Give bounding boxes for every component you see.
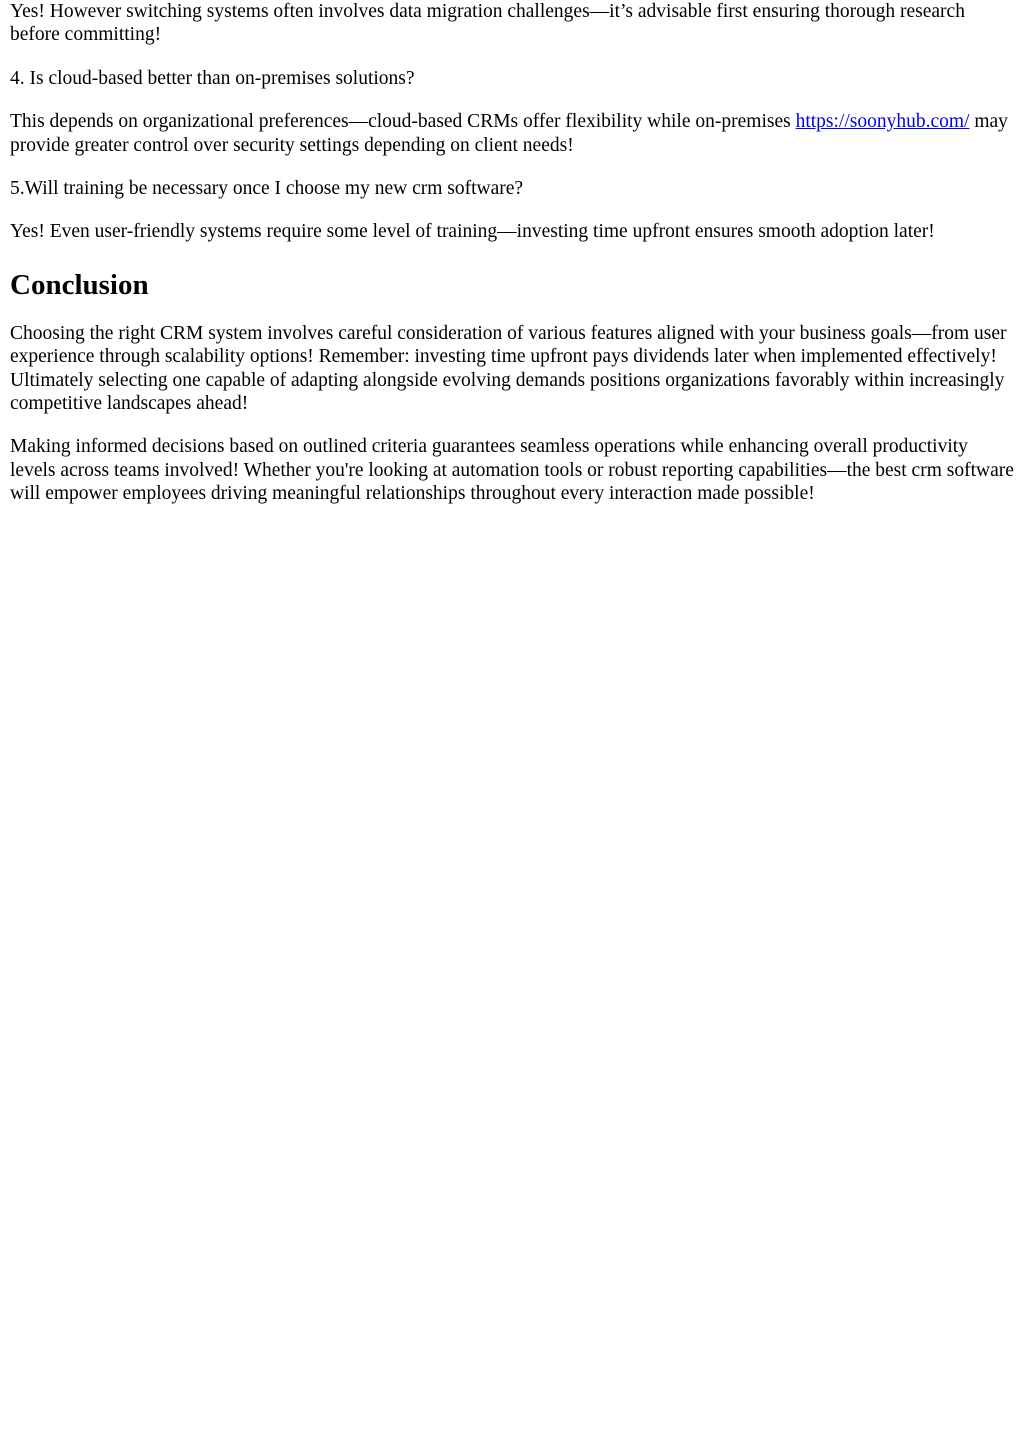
- faq-question-4: 4. Is cloud-based better than on-premises solutions?: [10, 67, 415, 89]
- faq-answer-4: [10, 110, 1014, 157]
- soonyhub-link[interactable]: https://soonyhub.com/: [795, 111, 970, 133]
- conclusion-paragraph-2: Making informed decisions based on outlined criteria guarantees seamless operations while enhancing overall productivity levels across teams involved! Whether you're looking at automation tools or robust reporting capabilities—the best crm software will empower employees driving meaningful relationships throughout every interaction made possible!: [10, 436, 1014, 505]
- faq-answer-5: Yes! Even user-friendly systems require some level of training—investing time upfront ensures smooth adoption later!: [10, 221, 935, 243]
- faq-question-5: 5.Will training be necessary once I choose my new crm software?: [10, 178, 524, 200]
- faq-answer-4-text-after: may provide greater control over security settings depending on client needs!: [10, 111, 1008, 156]
- article-body: [0, 0, 1024, 506]
- faq-answer-3: Yes! However switching systems often involves data migration challenges—it’s advisable first ensuring thorough research before committing!: [10, 1, 965, 46]
- conclusion-heading: Conclusion: [10, 268, 149, 301]
- conclusion-paragraph-1: Choosing the right CRM system involves careful consideration of various features aligned with your business goals—from user experience through scalability options! Remember: investing time upfront pays dividends later when implemented effectively! Ultimately selecting one capable of adapting alongside evolving demands positions organizations favorably within increasingly competitive landscapes ahead!: [10, 322, 1007, 415]
- faq-answer-4-text-before: This depends on organizational preferences—cloud-based CRMs offer flexibility while on-premises: [10, 111, 796, 133]
